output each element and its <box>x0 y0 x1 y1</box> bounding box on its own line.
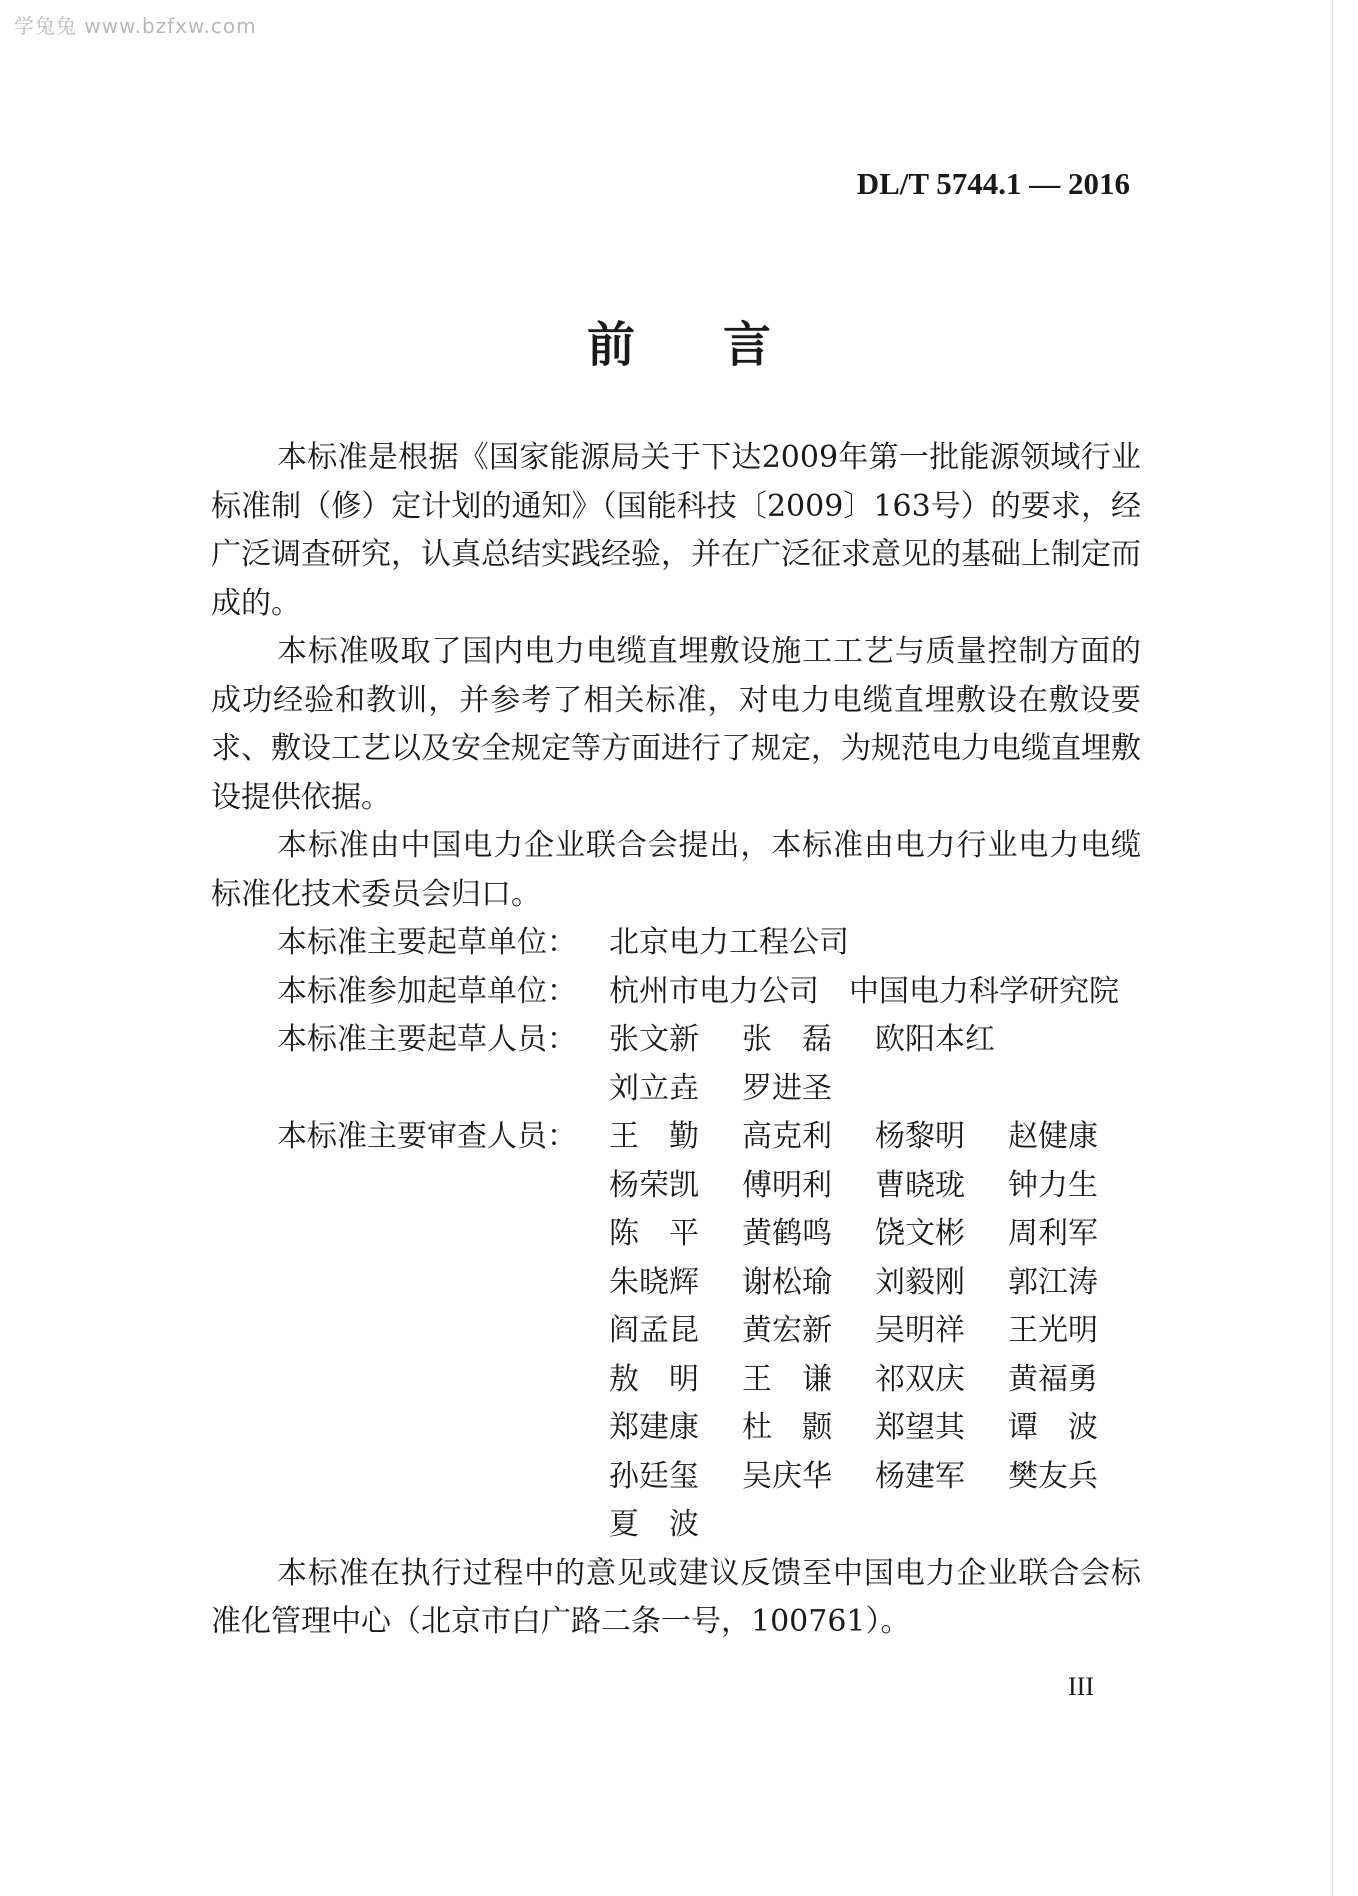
participating-units-label: 本标准参加起草单位： <box>277 973 577 1009</box>
reviewers-label: 本标准主要审查人员： <box>277 1119 577 1154</box>
drafter-name: 刘立垚 <box>609 1070 699 1106</box>
reviewer-name: 刘毅刚 <box>875 1264 965 1300</box>
participating-units-value: 杭州市电力公司 中国电力科学研究院 <box>609 973 1119 1009</box>
reviewer-name: 阎孟昆 <box>609 1313 699 1348</box>
drafters-label: 本标准主要起草人员： <box>277 1022 577 1057</box>
reviewers-names <box>609 1113 1141 1550</box>
reviewer-name: 郭江涛 <box>1008 1264 1098 1300</box>
reviewer-name: 黄宏新 <box>742 1313 832 1348</box>
page-number: III <box>1068 1672 1094 1701</box>
page-edge-divider <box>1332 0 1333 1896</box>
reviewer-name: 饶文彬 <box>875 1216 965 1251</box>
participating-units-row <box>277 968 1141 1017</box>
watermark: 学兔兔 www.bzfxw.com <box>14 14 257 38</box>
main-unit-label: 本标准主要起草单位： <box>277 925 577 960</box>
reviewer-name: 吴庆华 <box>742 1458 832 1494</box>
reviewer-name: 赵健康 <box>1008 1119 1098 1154</box>
reviewer-name: 黄鹤鸣 <box>742 1216 832 1251</box>
reviewer-name: 周利军 <box>1008 1216 1098 1251</box>
reviewer-name: 郑望其 <box>875 1410 965 1445</box>
reviewer-name: 高克利 <box>742 1119 832 1154</box>
reviewer-name: 孙廷玺 <box>609 1458 699 1494</box>
preface-body <box>211 434 1141 1647</box>
drafters-names <box>609 1016 1141 1113</box>
reviewer-name: 谢松瑜 <box>742 1264 832 1300</box>
reviewer-name: 敖 明 <box>609 1361 699 1397</box>
reviewer-name: 祁双庆 <box>875 1361 965 1397</box>
reviewer-name: 杨荣凯 <box>609 1167 699 1203</box>
reviewer-name: 傅明利 <box>742 1167 832 1203</box>
main-unit-row <box>277 919 1141 968</box>
reviewer-name: 王光明 <box>1008 1313 1098 1348</box>
drafting-info <box>277 919 1141 1550</box>
drafters-row <box>277 1016 1141 1113</box>
reviewer-name: 夏 波 <box>609 1507 699 1542</box>
reviewer-name: 杜 颢 <box>742 1410 832 1445</box>
reviewers-row <box>277 1113 1141 1550</box>
standard-code: DL/T 5744.1 — 2016 <box>856 166 1130 201</box>
reviewer-name: 樊友兵 <box>1008 1458 1098 1494</box>
reviewer-name: 杨建军 <box>875 1458 965 1494</box>
reviewer-name: 谭 波 <box>1008 1410 1098 1445</box>
page-title: 前言 <box>586 317 859 373</box>
reviewer-name: 陈 平 <box>609 1216 699 1251</box>
reviewer-name: 郑建康 <box>609 1410 699 1445</box>
reviewer-name: 黄福勇 <box>1008 1361 1098 1397</box>
drafter-name: 张 磊 <box>742 1022 832 1057</box>
main-unit-value: 北京电力工程公司 <box>609 925 849 960</box>
reviewer-name: 吴明祥 <box>875 1313 965 1348</box>
drafter-name: 欧阳本红 <box>875 1022 995 1057</box>
paragraph-feedback: 本标准在执行过程中的意见或建议反馈至中国电力企业联合会标准化管理中心（北京市白广路二条一号，100761）。 <box>211 1555 1141 1639</box>
paragraph-basis: 本标准是根据《国家能源局关于下达2009年第一批能源领域行业标准制（修）定计划的通知》（国能科技〔2009〕163号）的要求，经广泛调查研究，认真总结实践经验，并在广泛征求意见的基础上制定而成的。 <box>211 440 1141 621</box>
reviewer-name: 王 谦 <box>742 1361 832 1397</box>
drafter-name: 罗进圣 <box>742 1070 832 1106</box>
paragraph-scope: 本标准吸取了国内电力电缆直埋敷设施工工艺与质量控制方面的成功经验和教训，并参考了相关标准，对电力电缆直埋敷设在敷设要求、敷设工艺以及安全规定等方面进行了规定，为规范电力电缆直埋敷设提供依据。 <box>211 634 1141 815</box>
paragraph-proposer: 本标准由中国电力企业联合会提出，本标准由电力行业电力电缆标准化技术委员会归口。 <box>211 828 1141 912</box>
reviewer-name: 王 勤 <box>609 1119 699 1154</box>
drafter-name: 张文新 <box>609 1022 699 1057</box>
reviewer-name: 曹晓珑 <box>875 1167 965 1203</box>
reviewer-name: 钟力生 <box>1008 1167 1098 1203</box>
reviewer-name: 杨黎明 <box>875 1119 965 1154</box>
reviewer-name: 朱晓辉 <box>609 1264 699 1300</box>
